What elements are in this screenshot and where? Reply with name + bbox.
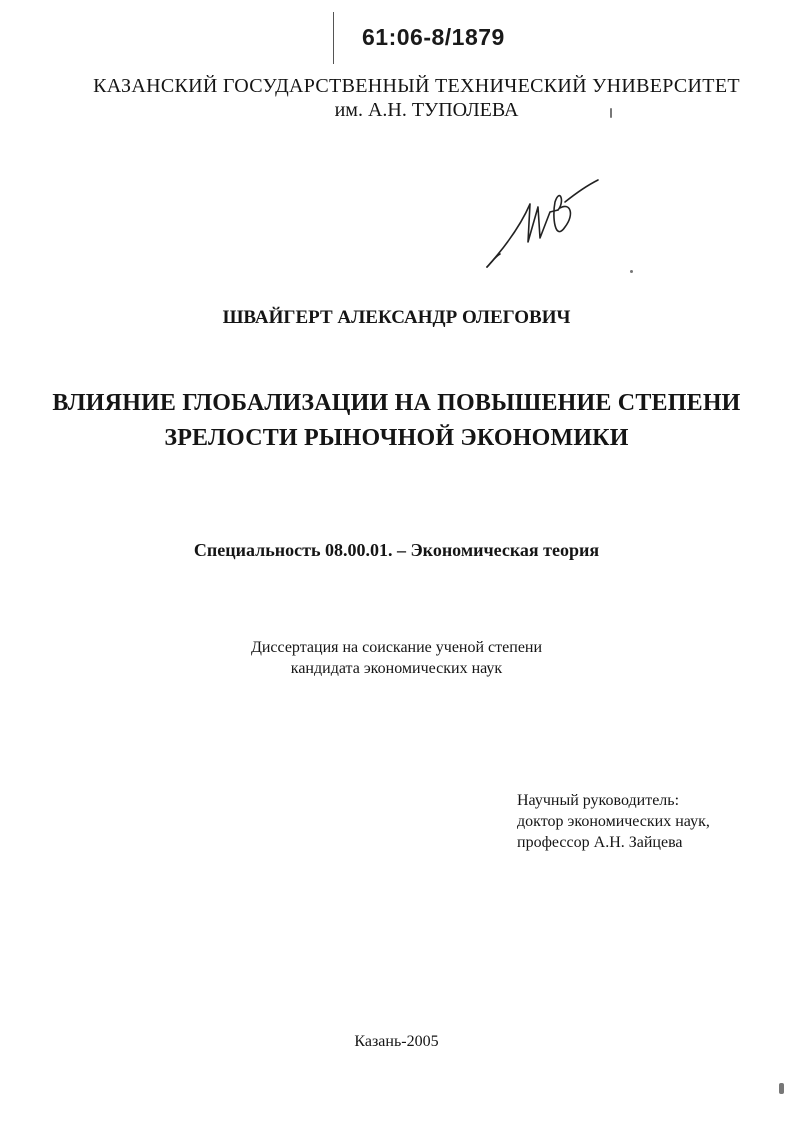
dissertation-degree xyxy=(0,637,793,679)
handwritten-signature xyxy=(470,172,610,272)
supervisor-label: Научный руководитель: xyxy=(517,792,680,809)
scan-speck xyxy=(779,1083,784,1094)
dissertation-title-line1: ВЛИЯНИЕ ГЛОБАЛИЗАЦИИ НА ПОВЫШЕНИЕ СТЕПЕНИ xyxy=(52,390,741,416)
supervisor-name: профессор А.Н. Зайцева xyxy=(517,834,683,851)
city-year: Казань-2005 xyxy=(354,1033,439,1050)
supervisor-block xyxy=(517,790,710,853)
archive-stamp-line xyxy=(333,12,334,64)
dissertation-degree-line1: Диссертация на соискание ученой степени xyxy=(250,639,543,656)
dissertation-title-line2: ЗРЕЛОСТИ РЫНОЧНОЙ ЭКОНОМИКИ xyxy=(164,425,629,451)
author-name: ШВАЙГЕРТ АЛЕКСАНДР ОЛЕГОВИЧ xyxy=(222,307,571,328)
scan-speck xyxy=(630,270,633,273)
university-name: КАЗАНСКИЙ ГОСУДАРСТВЕННЫЙ ТЕХНИЧЕСКИЙ УНИВЕРСИТЕТ xyxy=(93,75,740,97)
supervisor-degree: доктор экономических наук, xyxy=(517,813,710,830)
dissertation-degree-line2: кандидата экономических наук xyxy=(290,660,503,677)
archive-reference-code: 61:06-8/1879 xyxy=(362,24,505,50)
scan-speck xyxy=(610,108,612,118)
speciality-line: Специальность 08.00.01. – Экономическая теория xyxy=(193,540,600,560)
university-name-sub: им. А.Н. ТУПОЛЕВА xyxy=(334,99,519,121)
